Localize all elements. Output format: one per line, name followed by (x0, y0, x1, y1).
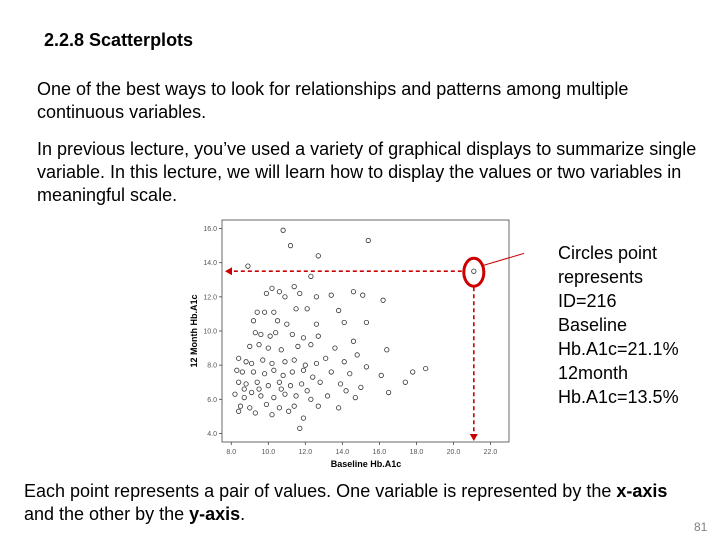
y-tick-label: 4.0 (207, 430, 217, 438)
intro-paragraph: One of the best ways to look for relationships and patterns among multiple continuous variables. (37, 79, 629, 122)
annotation-line: Hb.A1c=13.5% (558, 387, 679, 407)
plot-frame (222, 220, 509, 442)
footer-x-axis: x-axis (616, 481, 668, 501)
y-tick-label: 6.0 (207, 396, 217, 404)
y-tick-label: 14.0 (203, 260, 217, 268)
annotation-line: Circles point (558, 243, 658, 263)
annotation-line: Baseline (558, 315, 628, 335)
y-axis-label: 12 Month Hb.A1c (189, 294, 199, 368)
x-tick-label: 20.0 (446, 449, 461, 456)
annotation-line: ID=216 (558, 291, 617, 311)
y-tick-label: 8.0 (207, 362, 217, 370)
scatterplot (184, 214, 524, 474)
x-tick-label: 16.0 (372, 449, 387, 456)
y-ticks (203, 226, 222, 438)
footer-y-axis: y-axis (189, 504, 241, 524)
footer-part1: Each point represents a pair of values. One variable is represented by the (24, 481, 617, 501)
x-tick-label: 18.0 (409, 449, 424, 456)
x-tick-label: 8.0 (226, 449, 237, 456)
slide-heading: 2.2.8 Scatterplots (44, 30, 194, 50)
y-tick-label: 16.0 (203, 226, 217, 234)
x-axis-label: Baseline Hb.A1c (330, 459, 402, 469)
y-tick-label: 12.0 (203, 294, 217, 302)
footer-period: . (240, 504, 246, 524)
footer-part2: and the other by the (24, 504, 190, 524)
x-tick-label: 10.0 (261, 449, 276, 456)
annotation-text (558, 241, 708, 409)
annotation-line: Hb.A1c=21.1% (558, 339, 679, 359)
footer-text (24, 480, 667, 526)
y-tick-label: 10.0 (203, 328, 217, 336)
x-ticks (226, 442, 497, 456)
lecture-paragraph: In previous lecture, you’ve used a variety of graphical displays to summarize single variable. In this lecture, we will learn how to display the values or two variables in meaningful scale. (37, 139, 697, 205)
page-number: 81 (694, 520, 708, 534)
x-tick-label: 12.0 (298, 449, 313, 456)
annotation-line: represents (558, 267, 644, 287)
x-tick-label: 22.0 (483, 449, 498, 456)
annotation-line: 12month (558, 363, 629, 383)
x-tick-label: 14.0 (335, 449, 350, 456)
